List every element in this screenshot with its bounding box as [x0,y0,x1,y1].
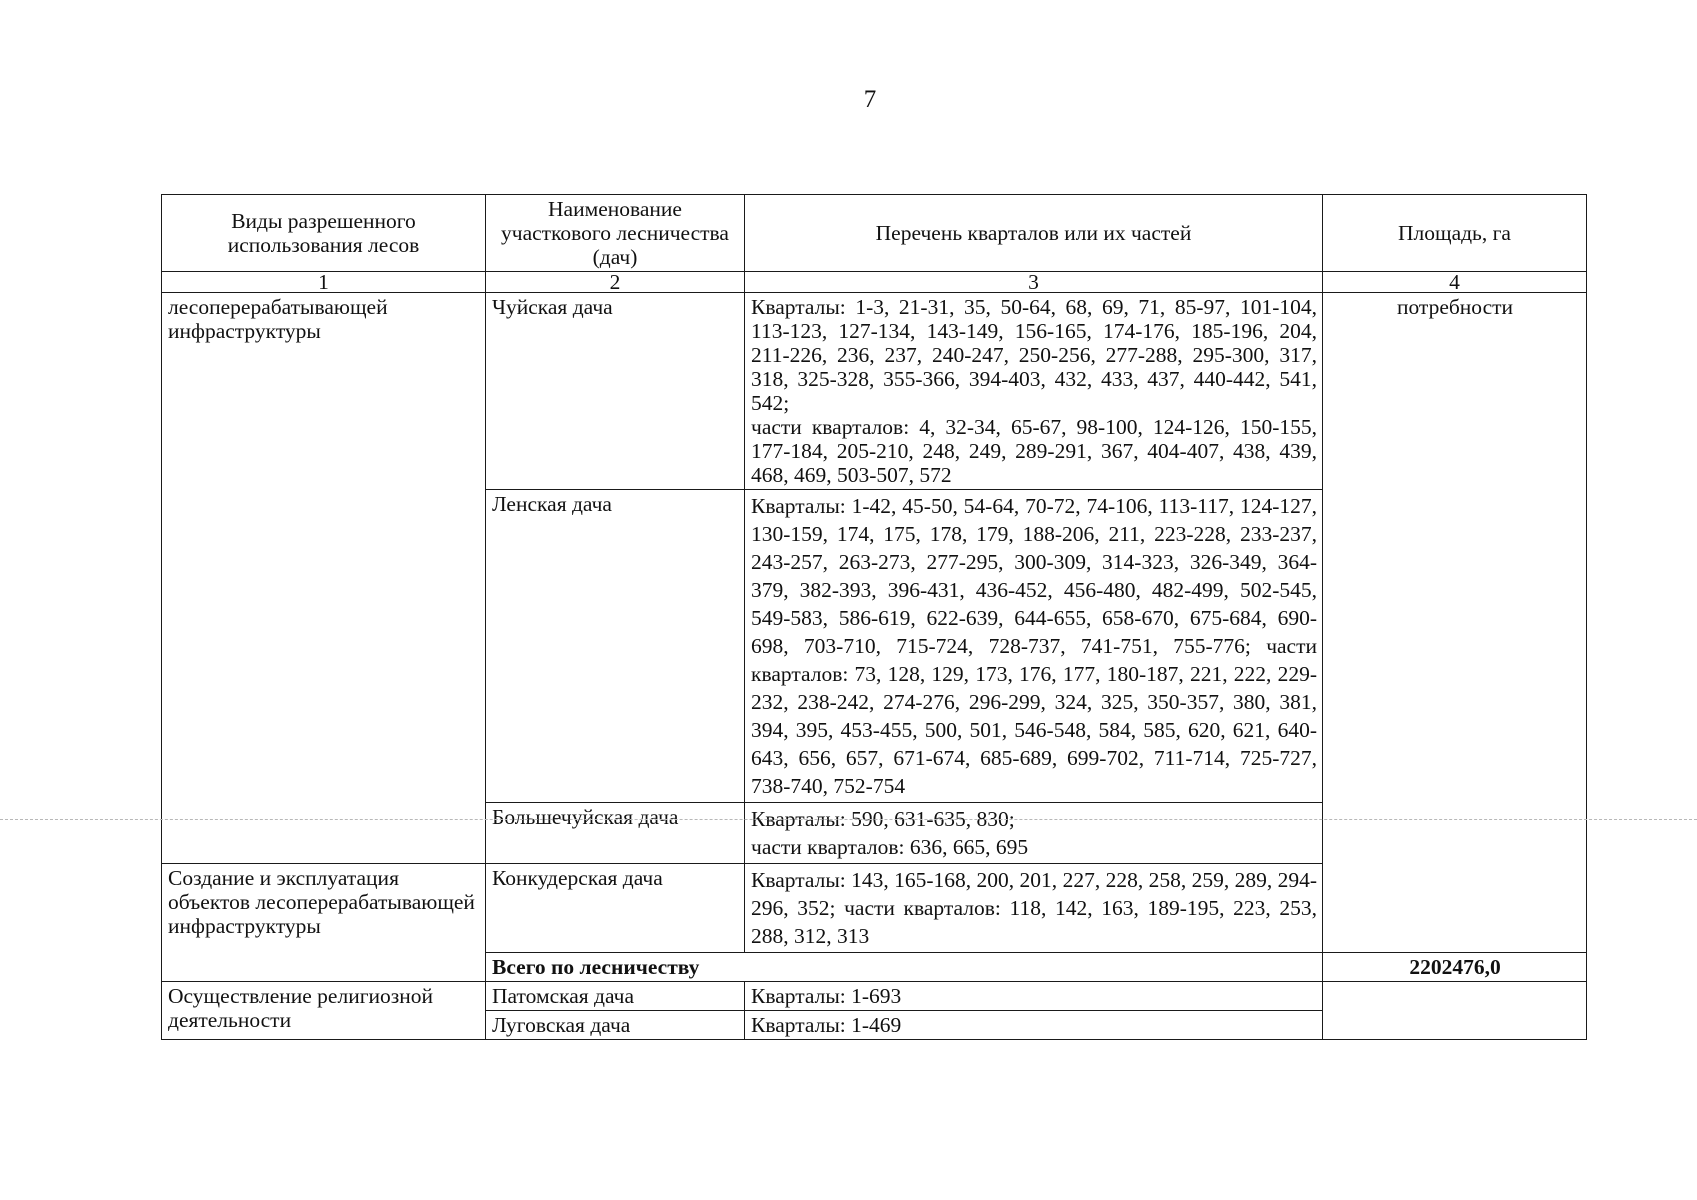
total-label: Всего по лесничеству [486,953,1323,982]
dacha-cell: Большечуйская дача [486,803,745,864]
use-type-cell-processing: лесоперерабатывающей инфраструктуры [162,293,486,864]
scan-artifact-line [0,819,1697,820]
allowed-forest-use-table [161,194,1587,1040]
table-row [162,982,1587,1011]
column-number-4: 4 [1323,272,1587,293]
dacha-cell: Патомская дача [486,982,745,1011]
dacha-cell: Ленская дача [486,490,745,803]
quarters-cell: Кварталы: 1-42, 45-50, 54-64, 70-72, 74-106, 113-117, 124-127, 130-159, 174, 175, 178, 179, 188-206, 211, 223-228, 233-237, 243-257, 263-273, 277-295, 300-309, 314-323, 326-349, 364-379, 382-393, 396-431, 436-452, 456-480, 482-499, 502-545, 549-583, 586-619, 622-639, 644-655, 658-670, 675-684, 690-698, 703-710, 715-724, 728-737, 741-751, 755-776; части кварталов: 73, 128, 129, 173, 176, 177, 180-187, 221, 222, 229-232, 238-242, 274-276, 296-299, 324, 325, 350-357, 380, 381, 394, 395, 453-455, 500, 501, 546-548, 584, 585, 620, 621, 640-643, 656, 657, 671-674, 685-689, 699-702, 711-714, 725-727, 738-740, 752-754 [745,490,1323,803]
header-quarters-list: Перечень кварталов или их частей [745,195,1323,272]
dacha-cell: Луговская дача [486,1011,745,1040]
quarters-cell: Кварталы: 1-469 [745,1011,1323,1040]
page-number: 7 [863,86,877,113]
quarters-cell [745,293,1323,490]
use-type-cell-construction: Создание и эксплуатация объектов лесоперерабатывающей инфраструктуры [162,864,486,982]
total-value: 2202476,0 [1323,953,1587,982]
area-cell: потребности [1323,293,1587,953]
header-area: Площадь, га [1323,195,1587,272]
dacha-cell: Чуйская дача [486,293,745,490]
quarters-cell [745,803,1323,864]
quarter-parts-text: части кварталов: 4, 32-34, 65-67, 98-100, 124-126, 150-155, 177-184, 205-210, 248, 249, 289-291, 367, 404-407, 438, 439, 468, 469, 503-507, 572 [751,415,1317,487]
quarter-parts-text: части кварталов: 636, 665, 695 [751,835,1029,859]
quarters-text: Кварталы: 590, 631-635, 830; [751,807,1015,831]
quarters-cell: Кварталы: 143, 165-168, 200, 201, 227, 228, 258, 259, 289, 294-296, 352; части кварталов: 118, 142, 163, 189-195, 223, 253, 288, 312, 313 [745,864,1323,953]
use-type-cell-religious: Осуществление религиозной деятельности [162,982,486,1040]
header-forestry-name: Наименование участкового лесничества (дач) [486,195,745,272]
dacha-cell: Конкудерская дача [486,864,745,953]
column-number-row [162,272,1587,293]
area-cell-empty [1323,982,1587,1040]
quarters-text: Кварталы: 1-3, 21-31, 35, 50-64, 68, 69, 71, 85-97, 101-104, 113-123, 127-134, 143-149, 156-165, 174-176, 185-196, 204, 211-226, 236, 237, 240-247, 250-256, 277-288, 295-300, 317, 318, 325-328, 355-366, 394-403, 432, 433, 437, 440-442, 541, 542; [751,295,1317,415]
column-number-1: 1 [162,272,486,293]
table-header-row [162,195,1587,272]
column-number-3: 3 [745,272,1323,293]
quarters-cell: Кварталы: 1-693 [745,982,1323,1011]
table-row [162,293,1587,490]
header-use-type: Виды разрешенного использования лесов [162,195,486,272]
column-number-2: 2 [486,272,745,293]
